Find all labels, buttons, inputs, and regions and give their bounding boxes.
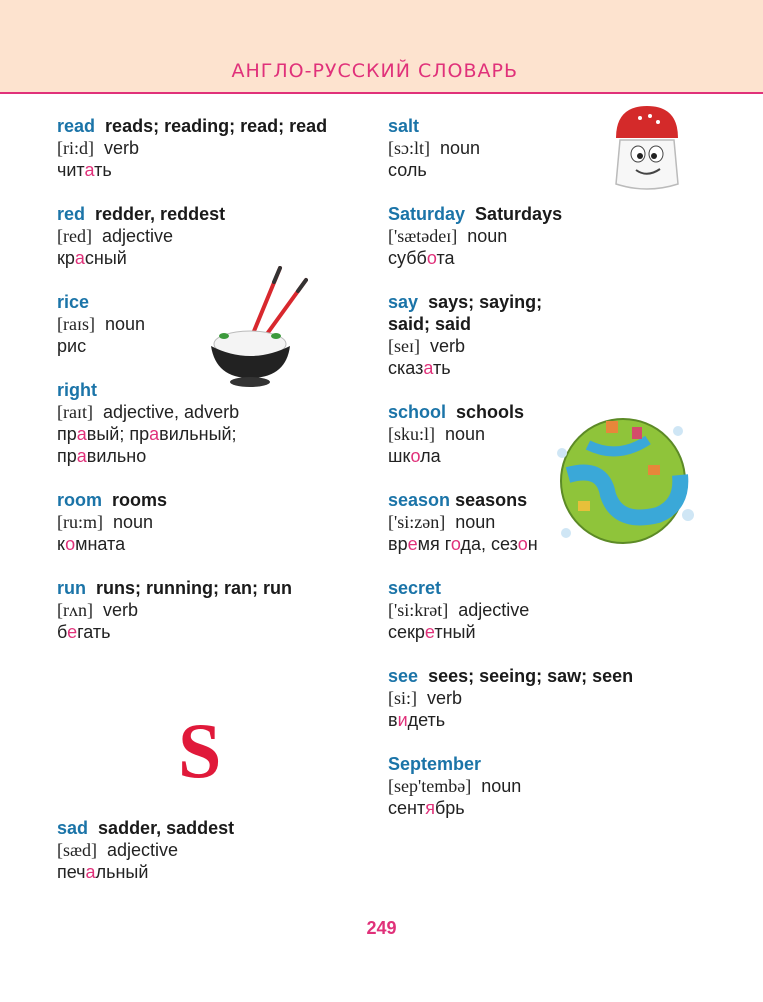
transcription: [rʌn]: [57, 600, 93, 620]
transcription: [sep'tembə]: [388, 776, 472, 796]
headword: Saturday: [388, 204, 466, 224]
part-of-speech: noun: [481, 776, 522, 796]
entry-see: [388, 665, 648, 731]
entry-run: [57, 577, 357, 643]
part-of-speech: adjective: [107, 840, 179, 860]
part-of-speech: noun: [467, 226, 508, 246]
headword: room: [57, 490, 102, 510]
globe-school-illustration: [548, 405, 698, 553]
transcription: [si:]: [388, 688, 417, 708]
part-of-speech: verb: [427, 688, 463, 708]
entry-secret: [388, 577, 748, 643]
word-forms: sadder, saddest: [98, 818, 235, 838]
translation: комната: [57, 534, 126, 554]
translation: читать: [57, 160, 112, 180]
word-forms: sees; seeing; saw; seen: [428, 666, 634, 686]
translation: секретный: [388, 622, 476, 642]
entry-season: [388, 489, 538, 555]
translation: бегать: [57, 622, 111, 642]
translation: суббота: [388, 248, 455, 268]
word-forms: seasons: [455, 490, 528, 510]
page-title: АНГЛО-РУССКИЙ СЛОВАРЬ: [231, 60, 518, 82]
word-forms: reads; reading; read; read: [105, 116, 328, 136]
translation: соль: [388, 160, 427, 180]
headword: red: [57, 204, 86, 224]
part-of-speech: noun: [440, 138, 481, 158]
transcription: ['si:krət]: [388, 600, 449, 620]
translation: время года, сезон: [388, 534, 538, 554]
part-of-speech: adjective: [458, 600, 530, 620]
headword: September: [388, 754, 482, 774]
entry-read: [57, 115, 357, 181]
headword: see: [388, 666, 419, 686]
entry-right: [57, 379, 357, 467]
headword: salt: [388, 116, 420, 136]
word-forms: Saturdays: [475, 204, 563, 224]
translation: видеть: [388, 710, 446, 730]
headword: right: [57, 380, 97, 400]
word-forms: redder, reddest: [95, 204, 226, 224]
headword: secret: [388, 578, 442, 598]
part-of-speech: adjective, adverb: [103, 402, 240, 422]
part-of-speech: noun: [455, 512, 496, 532]
entry-salt: [388, 115, 748, 181]
translation: печальный: [57, 862, 149, 882]
transcription: ['sætədeɪ]: [388, 226, 458, 246]
word-forms: runs; running; ran; run: [96, 578, 292, 598]
translation: школа: [388, 446, 441, 466]
transcription: [raɪs]: [57, 314, 95, 334]
headword: run: [57, 578, 86, 598]
page-header: [0, 0, 763, 94]
entry-saturday: [388, 203, 748, 269]
entry-red: [57, 203, 357, 269]
headword: school: [388, 402, 447, 422]
translation: сказать: [388, 358, 451, 378]
transcription: [seɪ]: [388, 336, 420, 356]
left-column: [57, 115, 357, 665]
part-of-speech: verb: [430, 336, 466, 356]
part-of-speech: verb: [104, 138, 140, 158]
transcription: [sku:l]: [388, 424, 435, 444]
salt-shaker-illustration: [608, 102, 686, 194]
transcription: ['si:zən]: [388, 512, 446, 532]
rice-bowl-illustration: [208, 266, 308, 390]
page-number: 249: [366, 918, 397, 938]
left-column-s: [57, 817, 357, 905]
translation: правый; правильный;: [57, 424, 237, 444]
entry-room: [57, 489, 357, 555]
transcription: [ru:m]: [57, 512, 103, 532]
translation: сентябрь: [388, 798, 465, 818]
entry-sad: [57, 817, 357, 883]
part-of-speech: noun: [113, 512, 154, 532]
headword: read: [57, 116, 96, 136]
transcription: [raɪt]: [57, 402, 93, 422]
section-letter: S: [178, 707, 222, 794]
translation: рис: [57, 336, 87, 356]
translation: красный: [57, 248, 127, 268]
part-of-speech: verb: [103, 600, 139, 620]
translation: правильно: [57, 446, 147, 466]
headword: season: [388, 490, 451, 510]
transcription: [sɔ:lt]: [388, 138, 430, 158]
word-forms: says; saying; said; said: [388, 292, 543, 334]
transcription: [sæd]: [57, 840, 97, 860]
word-forms: schools: [456, 402, 525, 422]
part-of-speech: noun: [445, 424, 486, 444]
part-of-speech: adjective: [102, 226, 174, 246]
headword: say: [388, 292, 419, 312]
part-of-speech: noun: [105, 314, 146, 334]
entry-september: [388, 753, 748, 819]
headword: rice: [57, 292, 90, 312]
entry-say: [388, 291, 588, 379]
entry-rice: [57, 291, 357, 357]
transcription: [red]: [57, 226, 92, 246]
headword: sad: [57, 818, 89, 838]
transcription: [ri:d]: [57, 138, 94, 158]
word-forms: rooms: [112, 490, 168, 510]
